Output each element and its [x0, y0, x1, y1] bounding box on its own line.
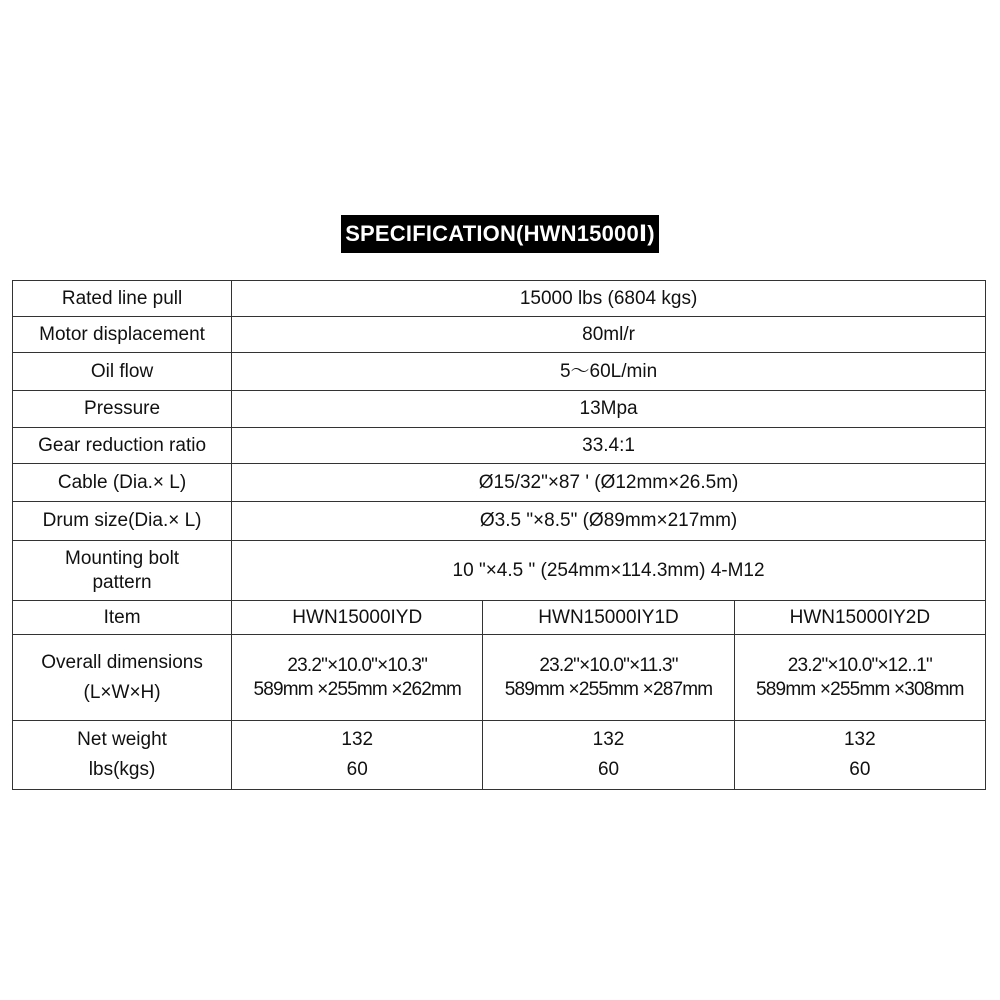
dimensions-label — [13, 635, 232, 721]
weight-lbs: 132 — [341, 729, 374, 750]
spec-value: 15000 lbs (6804 kgs) — [232, 281, 986, 317]
dimensions-inch: 23.2"×10.0"×10.3" — [287, 654, 428, 676]
weight-kgs: 60 — [346, 759, 368, 780]
weight-lbs: 132 — [592, 729, 625, 750]
dimensions-mm: 589mm ×255mm ×308mm — [756, 678, 964, 700]
spec-value: Ø15/32"×87 ' (Ø12mm×26.5m) — [232, 464, 986, 502]
spec-row-motor-displacement — [13, 317, 986, 353]
weight-label-line: Net weight — [77, 729, 167, 750]
spec-value: 10 "×4.5 " (254mm×114.3mm) 4-M12 — [232, 541, 986, 601]
spec-value: 33.4:1 — [232, 428, 986, 464]
spec-value: Ø3.5 "×8.5" (Ø89mm×217mm) — [232, 502, 986, 541]
model-name: HWN15000IY1D — [483, 601, 734, 635]
dimensions-value — [734, 635, 985, 721]
spec-label: Oil flow — [13, 353, 232, 391]
spec-label: Motor displacement — [13, 317, 232, 353]
spec-row-rated-line-pull — [13, 281, 986, 317]
dimensions-value — [232, 635, 483, 721]
spec-label-line: Mounting bolt — [65, 547, 180, 569]
weight-value — [734, 721, 985, 790]
dimensions-value — [483, 635, 734, 721]
spec-label: Drum size(Dia.× L) — [13, 502, 232, 541]
weight-value — [232, 721, 483, 790]
spec-label: Pressure — [13, 391, 232, 428]
dimensions-mm: 589mm ×255mm ×262mm — [253, 678, 462, 700]
spec-value: 13Mpa — [232, 391, 986, 428]
weight-lbs: 132 — [843, 729, 876, 750]
page-title: SPECIFICATION(HWN15000Ⅰ) — [341, 215, 659, 253]
spec-label: Rated line pull — [13, 281, 232, 317]
spec-label: Gear reduction ratio — [13, 428, 232, 464]
model-header-label: Item — [13, 601, 232, 635]
dimensions-label-line: Overall dimensions — [41, 651, 203, 673]
spec-row-gear-reduction-ratio — [13, 428, 986, 464]
dimensions-row — [13, 635, 986, 721]
weight-kgs: 60 — [597, 759, 620, 780]
spec-row-oil-flow — [13, 353, 986, 391]
dimensions-inch: 23.2"×10.0"×12..1" — [787, 654, 932, 676]
weight-label — [13, 721, 232, 790]
model-name: HWN15000IYD — [232, 601, 483, 635]
spec-value: 5～60L/min — [232, 353, 986, 391]
spec-row-pressure — [13, 391, 986, 428]
dimensions-label-line: (L×W×H) — [83, 681, 161, 703]
spec-row-drum-size — [13, 502, 986, 541]
dimensions-mm: 589mm ×255mm ×287mm — [504, 678, 713, 700]
spec-row-cable — [13, 464, 986, 502]
spec-label: Cable (Dia.× L) — [13, 464, 232, 502]
dimensions-inch: 23.2"×10.0"×11.3" — [539, 654, 678, 676]
spec-label — [13, 541, 232, 601]
model-name: HWN15000IY2D — [734, 601, 985, 635]
specification-table — [12, 280, 986, 790]
weight-label-line: lbs(kgs) — [88, 759, 156, 780]
title-wrapper — [0, 215, 1000, 253]
model-header-row — [13, 601, 986, 635]
spec-row-mounting-bolt-pattern — [13, 541, 986, 601]
weight-row — [13, 721, 986, 790]
weight-value — [483, 721, 734, 790]
spec-label-line: pattern — [92, 571, 152, 593]
spec-value: 80ml/r — [232, 317, 986, 353]
weight-kgs: 60 — [849, 759, 871, 780]
